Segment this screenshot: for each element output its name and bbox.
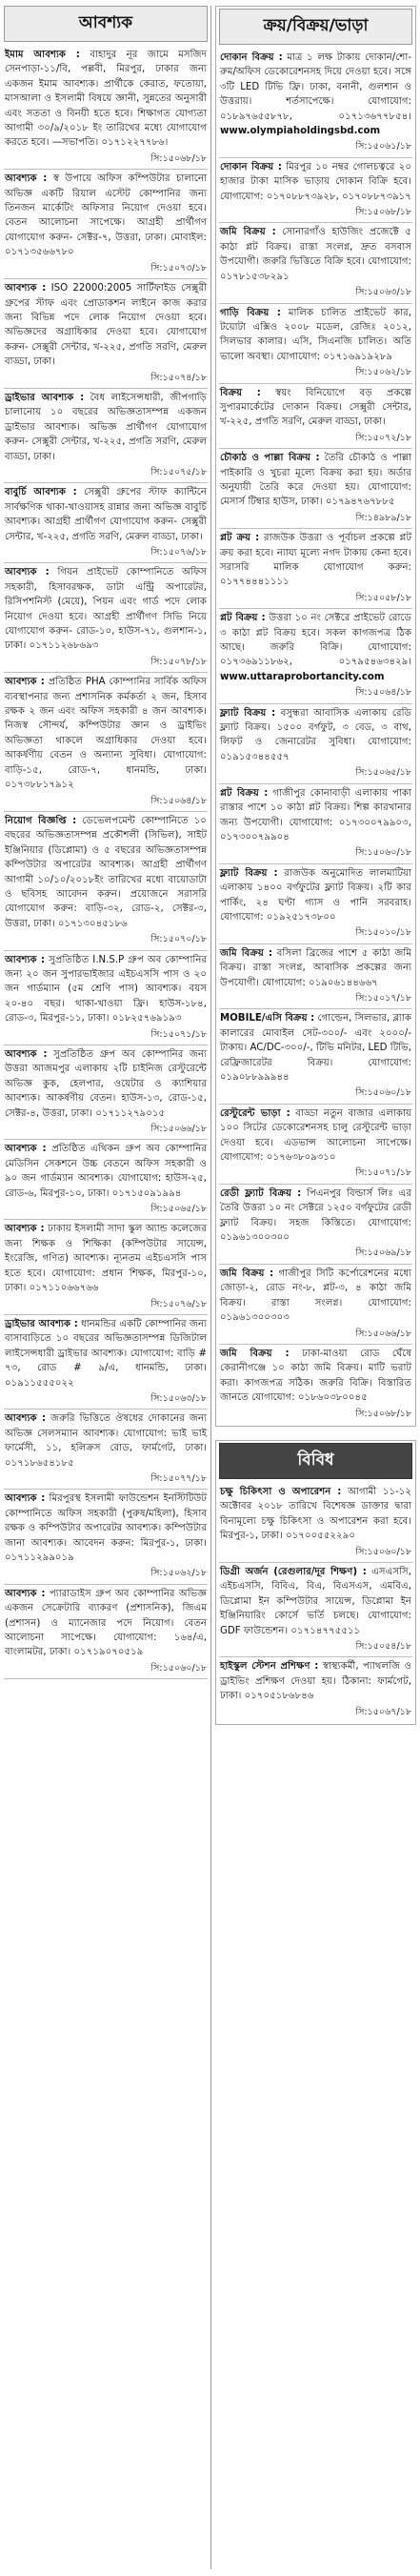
ad-heading: আবশ্যক : [5,954,46,965]
ad-body: রাজউক উত্তরা ও পূর্বাচল প্রকল্পে প্লট ক্রয় করা হবে। ন্যায্য মূল্যে নগদ টাকায় কেনা হবে। সরাসরি মালিক যোগাযোগ করুন: ০১৭৭৪৪৪১১১১ [220,533,412,588]
ad-body: প্যারাডাইস গ্রুপ অব কোম্পানির অভিজ্ঞ একজন সেক্রেটারি ব্যাকরণ (প্রশাসনিক), জিএম (প্রশাসন) ও ম্যানেজার পদে নিয়োগ। বেতন আলোচনা সাপেক্ষে। যোগাযোগ: ১৬৪/এ, বাংলামটর, ঢাকা। ০১৭১৯০৭০৫১৯ [5,1588,207,1658]
ad-heading: বিক্রয় : [220,387,261,398]
ad-reference-code: সি:১৫০৬৩/১৮ [150,1392,207,1404]
ad-body: মিরপুরস্থ ইসলামী ফাউন্ডেশন ইনস্টিটিউট কোম্পানিতে অফিস সহকারী (পুরুষ/মহিলা), হিসাব রক্ষক ও কম্পিউটার অপারেটর আবশ্যক। কম্পিউটার জানা আবশ্যক। আবেদন করুন: মিরপুর-১, ঢাকা। ০১৭১১২৯৯০১৯ [5,1493,207,1563]
classified-ad [219,609,412,703]
buy-sell-ad-list [219,49,412,1424]
ad-heading: প্লট বিক্রয় : [220,787,269,799]
ad-reference-code: সি:১৫০১০/১৮ [355,927,411,939]
ad-heading: ড্রাইভার আবশ্যক : [5,392,85,403]
ad-heading: আবশ্যক : [5,1224,45,1235]
ad-heading: জমি বিক্রয় : [220,227,276,238]
ad-reference-code: সি:১৫০৭১/১৮ [150,1028,207,1040]
classified-ad [4,1045,208,1140]
ad-heading: MOBILE/এসি বিক্রয় : [220,1013,315,1024]
ad-body: বসুন্ধরা আবাসিক এলাকায় রেডি ফ্ল্যাট বিক্রয়। ১৫০০ বর্গফুট, ৩ বেড, ৩ বাথ, লিফট ও জেনারেটর সুবিধা। যোগাযোগ: ০১৯১৫৩৪৪৫৫৭ [220,707,411,762]
ad-heading: প্লট ক্রয় : [220,533,260,544]
section-title-jobs: আবশ্যক [4,6,208,42]
ad-heading: চৌকাঠ ও পাল্লা বিক্রয় : [220,453,320,464]
ad-body: প্রতিষ্ঠিত এথিকন গ্রুপ অব কোম্পানির মেডিসিন সেকশনে উচ্চ বেতনে অফিস সহকারী ও ৯০ জন গার্ডম্যান আবশ্যক। যোগাযোগ: হাউস-২৫, রোড-৬, মিরপুর-১০, ঢাকা। ০১৭১৫০৯১৯৯৪ [5,1144,207,1199]
ad-body: পিএনপুর বিল্ডার্স লিঃ এর তৈরি উত্তরা ১০ নং সেক্টরে ১২৫০ বর্গফুটের রেডী ফ্ল্যাট বিক্রয়। সহজ কিস্তিতে। যোগাযোগ: ০১৯৬১৩০০৩০০ [220,1187,411,1244]
buy-sell-box [215,6,416,1427]
ad-reference-code: সি:১৫০৬০/১৮ [355,1546,411,1557]
ad-heading: প্লট বিক্রয় : [220,613,266,624]
ad-reference-code: সি:১৫০৭৬/১৮ [150,1298,207,1309]
ad-body: ধানমন্ডির একটি কোম্পানির জন্য বাসাবাড়িতে ১০ বছরের অভিজ্ঞতাসম্পন্ন ডিজিটাল লাইসেন্সধারী ড্রাইভার আবশ্যক। যোগাযোগ: বাড়ি # ৭৩, রোড # ৯/এ, ধানমন্ডি, ঢাকা। ০১৯১১৫৫৫০২২ [5,1318,207,1389]
classified-ad [4,389,208,483]
ad-reference-code: সি:১৫০৭৭/১৮ [150,1472,207,1484]
ad-body: সুপ্রতিষ্ঠিত গ্রুপ অব কোম্পানির জন্য উত্তরা আজমপুর এলাকায় ২টি চাইনিজ রেস্টুরেন্টে অভিজ্ঞ কুক, হেলপার, ওয়েটার ও ক্যাশিয়ার আবশ্যক। আকর্ষণীয় বেতন। হাউস-১৩, রোড-১৫, সেক্টর-৪, উত্তরা, ঢাকা। ০১৭১১২৭৯০১৫ [5,1049,207,1119]
ad-body: বৈধ লাইসেন্সধারী, জীপগাড়ি চালানোয় ১০ বছরের অভিজ্ঞতাসম্পন্ন একজন ড্রাইভার আবশ্যক। অভিজ্ঞ প্রার্থীগণ যোগাযোগ করুন- সেক্সুরী সেন্টার, খ-২২৫, প্রগতি সরণি, মেরুল বাড্ডা, ঢাকা। [5,392,207,462]
ad-reference-code: সি:১৫০৬৪/১৮ [150,795,207,806]
classified-ad [4,1140,208,1220]
ad-heading: আবশ্যক : [5,173,48,185]
misc-ad-list [219,1483,412,1722]
ad-heading: আবশ্যক : [5,1588,46,1599]
ad-body: বাড্ডা নতুন বাজার এলাকায় ১০০ সিটের ডেকোরেশনসহ চালু রেস্টুরেন্ট ভাড়া দেওয়া হবে। এডভান্স আলোচনা সাপেক্ষে। যোগাযোগ: ০১৭৬৩৮০৯৩১০ [220,1107,411,1164]
ad-reference-code: সি:১৫০৬৬/১৮ [150,1124,207,1135]
classified-ad [4,46,208,170]
ad-reference-code: সি:১৫০৬৮/১৮ [355,207,411,218]
ad-body: বাহাদুর নূর জামে মসজিদ সেনপাড়া-১১/বি, পল্লবী, মিরপুর, ঢাকার জন্য একজন ইমাম আবশ্যক। প্রার্থীকে কেরাত, ফতোয়া, মাসআলা ও ইসলামী বিষয়ে জ্ঞানী, সুন্নতের অনুসারী এবং সততা ও বিনয়ী হতে হবে। শিক্ষাগত যোগ্যতা আগামী ৩০/৯/২০১৮ ইং তারিখের মধ্যে যোগাযোগ করতে হবে। —সভাপতি। ০১৭১২২৭৭৮৬। [5,50,207,149]
classified-ad [4,1315,208,1410]
classified-ad [4,563,208,673]
ad-reference-code: সি:১৫০১৭/১৮ [355,992,411,1004]
classified-ad [219,449,412,529]
classified-ad [4,673,208,812]
ad-heading: ইমাম আবশ্যক : [5,50,80,60]
classified-ad [219,1657,412,1722]
ad-heading: আবশ্যক : [5,677,45,688]
classified-ad [219,1265,412,1345]
ad-heading: আবশ্যক : [5,1144,47,1155]
ad-heading: ফ্ল্যাট বিক্রয় : [220,707,276,719]
ad-reference-code: সি:১৫০৬৩/১৮ [355,287,411,298]
ad-reference-code: সি:১৫০৭৩/১৮ [150,262,207,274]
ad-reference-code: সি:১৫০৬৮/১৮ [355,1408,411,1419]
ad-reference-code: সি:১৫০৬৯/১৮ [355,1247,411,1259]
classified-ad [4,1585,208,1679]
ad-reference-code: সি:১৫০৬০/১৮ [355,847,411,859]
classified-ad [219,704,412,784]
ad-body: এসএসসি, এইচএসসি, বিবিএ, বিএ, বিএসএস, এমবিএ, ডিপ্লোমা ইন কম্পিউটার সায়েন্স, ডিপ্লোমা ইন ইঞ্জিনিয়ারিং কোর্সে ভর্তি চলছে। যোগাযোগ: GDF ফাউন্ডেশন। ০১৭১৪৭৭৫৫১১ [220,1566,411,1636]
misc-box [215,1440,416,1725]
ad-body: প্রতিষ্ঠিত PHA কোম্পানির সার্বিক অফিস ব্যবস্থাপনার জন্য প্রশাসনিক কর্মকর্তা ২ জন, হিসাব রক্ষক ২ জন এবং অফিস সহকারী ৪ জন আবশ্যক। নিজস্ব সৌন্দর্য, কম্পিউটার জ্ঞান ও ড্রাইভিং অভিজ্ঞতা থাকলে অগ্রাধিকার দেওয়া হবে। আকর্ষণীয় বেতন ও অন্যান্য সুবিধা। যোগাযোগ: বাড়ি-১৫, রোড-৭, ধানমন্ডি, ঢাকা। ০১৭৩৮৮১৭৯১২ [5,677,207,791]
ad-heading: দোকান বিক্রয় : [220,52,283,63]
ad-reference-code: সি:১৫০৬১/১৮ [355,141,411,152]
ad-body: মিরপুর ১০ নম্বর গোলচত্বরে ২০ হাজার টাকা মাসিক ভাড়ায় দোকান বিক্রি হবে। যোগাযোগ: ০১৭০৮৮৭৩৯২৮, ০১৭০৮৮৭৩৯১৭ [220,161,411,202]
ad-reference-code: সি:১৫০৬৬/১৮ [355,1328,411,1339]
left-column-jobs [4,6,208,1679]
classified-ad [219,864,412,944]
ad-heading: বাবুর্চি আবশ্যক : [5,487,77,498]
classified-ad [219,784,412,864]
classified-ad [4,279,208,389]
ad-reference-code: সি:১৫০৭১/১৮ [355,1167,411,1179]
ad-body: স্বাস্থ্যকর্মী, প্যাথলজি ও ড্রাইভিং প্রশিক্ষণ দেওয়া হয়। ঠিকানা: ফার্মগেট, ঢাকা। ০১৭০৫১৮৬৮৪৬ [220,1661,411,1702]
classified-ad [4,1490,208,1584]
ad-reference-code: সি:১৫০৬০/১৮ [150,1662,207,1673]
ad-reference-code: সি:১৫০৬০/১৮ [355,1087,411,1099]
classified-ad [219,529,412,609]
ad-body: তৈরি চৌকাঠ ও পাল্লা পাইকারি ও খুচরা মূল্যে বিক্রয় করা হয়। অর্ডার অনুযায়ী তৈরি করে দেওয়া হয়। যোগাযোগ: মেসার্স টিম্বার হাউস, ঢাকা। ০১৭৯৪৭৬৭৮৮৫ [220,453,412,508]
classified-ad [4,1220,208,1314]
ad-reference-code: সি:১৫০৭৮/১৮ [150,656,207,667]
ad-reference-code: সি:১৫০৬৪/১৮ [355,687,411,699]
ad-body: মালিক চালিত প্রাইভেট কার, টয়োটা এক্সিও ২০০৮ মডেল, রেজিঃ ২০১২, সিলভার কালার। এসি, সিএনজি চালিত। অতি ভালো অবস্থা। যোগাযোগ: ০১৭১৬৯১৯২৮৯ [220,307,412,362]
ad-body: গাজীপুর কোনাবাড়ী এলাকায় পাকা রাস্তার পাশে ১০ কাঠা প্লট বিক্রয়। শিল্প কারখানার জন্য উপযোগী। যোগাযোগ: ০১৭৩০০৭৯৯০৩, ০১৭৩০০৭৯৯০৪ [220,787,411,842]
column-divider [210,6,211,2569]
classified-ad [4,483,208,563]
ad-reference-code: সি:১৫০৭৫/১৮ [150,466,207,477]
classified-ad [4,170,208,279]
ad-reference-code: সি:১৫০৬৫/১৮ [355,767,411,779]
ad-body: ঢাকা-মাওয়া রোড ঘেঁষে কেরানীগঞ্জে ১০ কাঠা জমি বিক্রয়। মাটি ভরাট করা। কাগজপত্র সঠিক। জরুরি বিক্রি। বিস্তারিত জানতে যোগাযোগ: ০১৮৬০৩৮০০৪৫ [220,1348,411,1404]
classified-ad [219,1105,412,1185]
classified-ad [219,158,412,224]
ad-reference-code: সি:১৫০৭০/১৮ [150,934,207,945]
ad-reference-code: সি:১৫০৬২/১৮ [150,1568,207,1579]
classified-ad [4,1410,208,1490]
ad-heading: আবশ্যক : [5,1493,46,1505]
ad-heading: আবশ্যক : [5,1413,47,1425]
ad-body: জরুরি ভিত্তিতে ঔষধের দোকানের জন্য অভিজ্ঞ সেলসম্যান আবশ্যক। যোগাযোগ: ভাই ভাই ফার্মেসী, ১১, হলিক্রস রোড, ফার্মগেট, ঢাকা। ০১৭১৮৬৫৪১৮৫ [5,1413,207,1469]
ad-heading: ড্রাইভার আবশ্যক : [5,1318,78,1329]
ad-body: সুপ্রতিষ্ঠিত I.N.S.P গ্রুপ অব কোম্পানির জন্য ২০ জন সুপারভাইজার এইচএসসি পাস ও ২০ জন গার্ডম্যান (৫ম শ্রেণি পাস) আবশ্যক। বয়স ২০-৪০ বছর। থাকা-খাওয়া ফ্রি। হাউস-১৮৪, রোড-৩, মিরপুর-১১, ঢাকা। ০১৮২৫৭৬৯১৯৩ [5,954,207,1024]
ad-reference-code: সি:১৫০৭৬/১৮ [150,547,207,558]
right-column [215,6,416,1725]
ad-reference-code: সি:১৪৯৮৯/১৮ [355,512,411,523]
ad-heading: আবশ্যক : [5,283,47,294]
ad-body: মাত্র ১ লক্ষ টাকায় দোকান/শো-রুম/অফিস ডেকোরেশনসহ দিয়ে দেওয়া হবে। সঙ্গে ৩টি LED টিভি ফ্রি। ঢাকা, বনানী, গুলশান ও উত্তরায়। শর্তসাপেক্ষে। যোগাযোগ: ০১৮৯৭৬৫৫৮৭৮, ০১৭১৩৬৭৭৮৫৪। [220,52,411,122]
ad-body: স্বয়ং বিনিয়োগে বড় প্রকল্পে সুপারমার্কেটের দোকান বিক্রয়। সেক্সুরী সেন্টার, খ-২২৫, প্রগতি সরণি, মেরুল বাড্ডা, ঢাকা। [220,387,411,428]
ad-website-link[interactable]: www.olympiaholdingsbd.com [220,126,381,137]
ad-body: উত্তরা ১০ নং সেক্টরে প্রাইভেট রোডে ৩ কাঠা প্লট বিক্রয় হবে। সকল কাগজপত্র ঠিক আছে। জরুরি বিক্রি। যোগাযোগ: ০১৭৩৬৯১১৮৬২, ০১৭৯৫৪৬৩৪২৯। [220,613,411,668]
ad-body: স্ব উপায়ে অফিস কম্পিউটার চালানো অভিজ্ঞ একটি রিয়াল এস্টেট কোম্পানির জন্য তিনজন মার্কেটিং অফিসার নিয়োগ দেওয়া হবে। বেতন আলোচনা সাপেক্ষে। আগ্রহী প্রার্থীগণ যোগাযোগ করুন- সেক্টর-৭, উত্তরা, ঢাকা। মোবাইল: ০১৭১৩৫৬৬৭৮০ [5,173,207,258]
classified-ad [4,951,208,1045]
classified-ad [4,812,208,951]
classified-ad [219,304,412,384]
ad-heading: রেডী ফ্ল্যাট বিক্রয় : [220,1187,302,1199]
ad-heading: চক্ষু চিকিৎসা ও অপারেশন : [220,1486,342,1497]
classified-ad [219,944,412,1010]
ad-heading: জমি বিক্রয় : [220,947,272,959]
ad-heading: আবশ্যক : [5,1049,48,1060]
ad-heading: আবশ্যক : [5,567,50,578]
classified-ad [219,384,412,450]
ad-heading: গাড়ি বিক্রয় : [220,307,281,318]
section-spacer [215,1427,416,1440]
ad-body: আগামী ১১-১২ অক্টোবর ২০১৮ তারিখে বিশেষজ্ঞ ডাক্তার দ্বারা বিনামূল্যে চক্ষু চিকিৎসা ও অপারেশন করা হবে। মিরপুর-১, ঢাকা। ০১৭০০৫৫২২৯০ [220,1486,411,1542]
ad-heading: ফ্ল্যাট বিক্রয় : [220,867,278,879]
ad-reference-code: সি:১৫০৬৫/১৮ [150,1204,207,1215]
ad-body: রাজউক অনুমোদিত লালমাটিয়া এলাকায় ১৪০০ বর্গফুটের ফ্ল্যাট বিক্রয়। ২টি কার পার্কিং, ২৪ ঘণ্টা গ্যাস ও পানি সরবরাহ। যোগাযোগ: ০১৯২৫১৭৩৮০০ [220,867,412,923]
classified-ad [219,1185,412,1265]
ad-reference-code: সি:১৫০৫৮/১৮ [355,592,411,603]
ad-heading: ডিগ্রী অর্জন (রেগুলার/দূর শিক্ষণ) : [220,1566,367,1577]
classified-ad [219,1009,412,1104]
ad-heading: হাইস্কুল স্টেশন প্রশিক্ষণ : [220,1661,319,1673]
ad-body: গাজীপুর সিটি কর্পোরেশনের মধ্যে জোড়া-২, রোড নং-৮, প্লট-৩, ৪ কাঠা জমি বিক্রয়। রাস্তা সংলগ্ন। যোগাযোগ: ০১৯৬১৩০০৩০৩ [220,1268,411,1324]
ad-reference-code: সি:১৫০৬৭/১৮ [355,1706,411,1717]
classified-ad [219,223,412,303]
ad-body: ISO 22000:2005 সার্টিফাইড সেক্সুরী গ্রুপের স্টাফ এবং প্রোডাকশন লাইনে কাজ করার জন্য বিভিন্ন পদে লোক নিয়োগ দেওয়া হবে। অভিজ্ঞদের অগ্রাধিকার দেওয়া হবে। যোগাযোগ করুন- সেক্সুরী সেন্টার, খ-২২৫, প্রগতি সরণি, মেরুল বাড্ডা, ঢাকা। [5,283,207,368]
ad-heading: নিয়োগ বিজ্ঞপ্তি : [5,815,77,826]
ad-heading: জমি বিক্রয় : [220,1348,290,1359]
ad-body: সোনারগাঁও হাউজিং প্রজেক্টে ৫ কাঠা প্লট বিক্রয়। রাস্তা সংলগ্ন, দ্রুত বসবাস উপযোগী। জরুরি ভিত্তিতে বিক্রি হবে। যোগাযোগ: ০১৭৮১৫৩৮২৯১ [220,227,411,282]
classified-ad [219,1483,412,1563]
ad-body: ডেভেলপমেন্ট কোম্পানিতে ১০ বছরের অভিজ্ঞতাসম্পন্ন প্রকৌশলী (সিভিল), সাইট ইঞ্জিনিয়ার (ডিপ্লোমা) ও ৫ বছরের অভিজ্ঞতাসম্পন্ন কম্পিউটার অপারেটর আবশ্যক। আগ্রহী প্রার্থীগণ আগামী ১০/১০/২০১৮ইং তারিখের মধ্যে বায়োডাটা ও ছবিসহ আবেদন করুন। প্রয়োজনে সরাসরি যোগাযোগ করুন: বাড়ি-৩২, রোড-২, সেক্টর-৩, উত্তরা, ঢাকা। ০১৭১৩০৪৫১৮৬ [5,815,207,929]
jobs-ad-list [4,46,208,1679]
ad-website-link[interactable]: www.uttaraprobortancity.com [220,671,385,682]
classified-ad [219,1345,412,1424]
ad-heading: রেস্টুরেন্ট ভাড়া : [220,1107,290,1119]
ad-heading: জমি বিক্রয় : [220,1268,274,1279]
ad-body: গোল্ডেন, সিলভার, ব্ল্যাক কালারের মোবাইল সেট-৩০০/- এবং ২০০০/- টাকায়। AC/DC-৩০০/-, টিভি মনিটর, LED টিভি, রেফ্রিজারেটর বিক্রয়। যোগাযোগ: ০১৯০৮৮৯৯৯৪৪ [220,1013,411,1083]
ad-reference-code: সি:১৫০৬৮/১৮ [150,152,207,164]
ad-body: সেক্সুরী গ্রুপের স্টাফ ক্যান্টিনে সার্বক্ষণিক থাকা-খাওয়াসহ রান্নার জন্য অভিজ্ঞ বাবুর্চি আবশ্যক। আগ্রহী প্রার্থীগণ যোগাযোগ করুন- সেক্সুরী সেন্টার, খ-২২৫, প্রগতি সরণি, মেরুল বাড্ডা, ঢাকা। [5,487,207,542]
classified-ad [219,49,412,158]
ad-body: বসিলা ব্রিজের পাশে ৫ কাঠা জমি বিক্রয়। রাস্তা সংলগ্ন, আবাসিক প্রকল্পের জন্য উপযোগী। যোগাযোগ: ০১৯০৬১৪৪৬৬৭ [220,947,412,988]
ad-reference-code: সি:১৫০৭৪/১৮ [150,372,207,383]
ad-reference-code: সি:১৫০৭২/১৮ [355,432,411,443]
ad-body: ঢাকায় ইসলামী সাদা স্কুল অ্যান্ড কলেজের জন্য শিক্ষক ও শিক্ষিকা (কম্পিউটার সায়েন্স, ইংরেজি, গণিত) আবশ্যক। ন্যূনতম এইচএসসি পাস হতে হবে। যোগাযোগ: প্রধান শিক্ষক, মিরপুর-১০, ঢাকা। ০১৭১১০৬৬৭৬৬ [5,1224,207,1294]
section-title-buy-sell-rent: ক্রয়/বিক্রয়/ভাড়া [219,9,412,45]
ad-reference-code: সি:১৫০৫৪/১৮ [355,1641,411,1652]
ad-body: গিয়ন প্রাইভেট কোম্পানিতে অফিস সহকারী, হিসাবরক্ষক, ডাটা এন্ট্রি অপারেটর, রিসিপশনিস্ট (মেয়ে), পিয়ন এবং গার্ড পদে লোক নিয়োগ দেওয়া হবে। আগ্রহী প্রার্থীগণ সিভি নিয়ে যোগাযোগ করুন- রোড-১০, হাউস-৭১, গুলশান-১, ঢাকা। ০১৭১১২৬৮৬৯৩ [5,567,207,652]
section-title-misc: বিবিধ [219,1443,412,1479]
classified-ad [219,1563,412,1657]
ad-heading: দোকান বিক্রয় : [220,161,282,172]
ad-reference-code: সি:১৫০৬২/১৮ [355,367,411,378]
